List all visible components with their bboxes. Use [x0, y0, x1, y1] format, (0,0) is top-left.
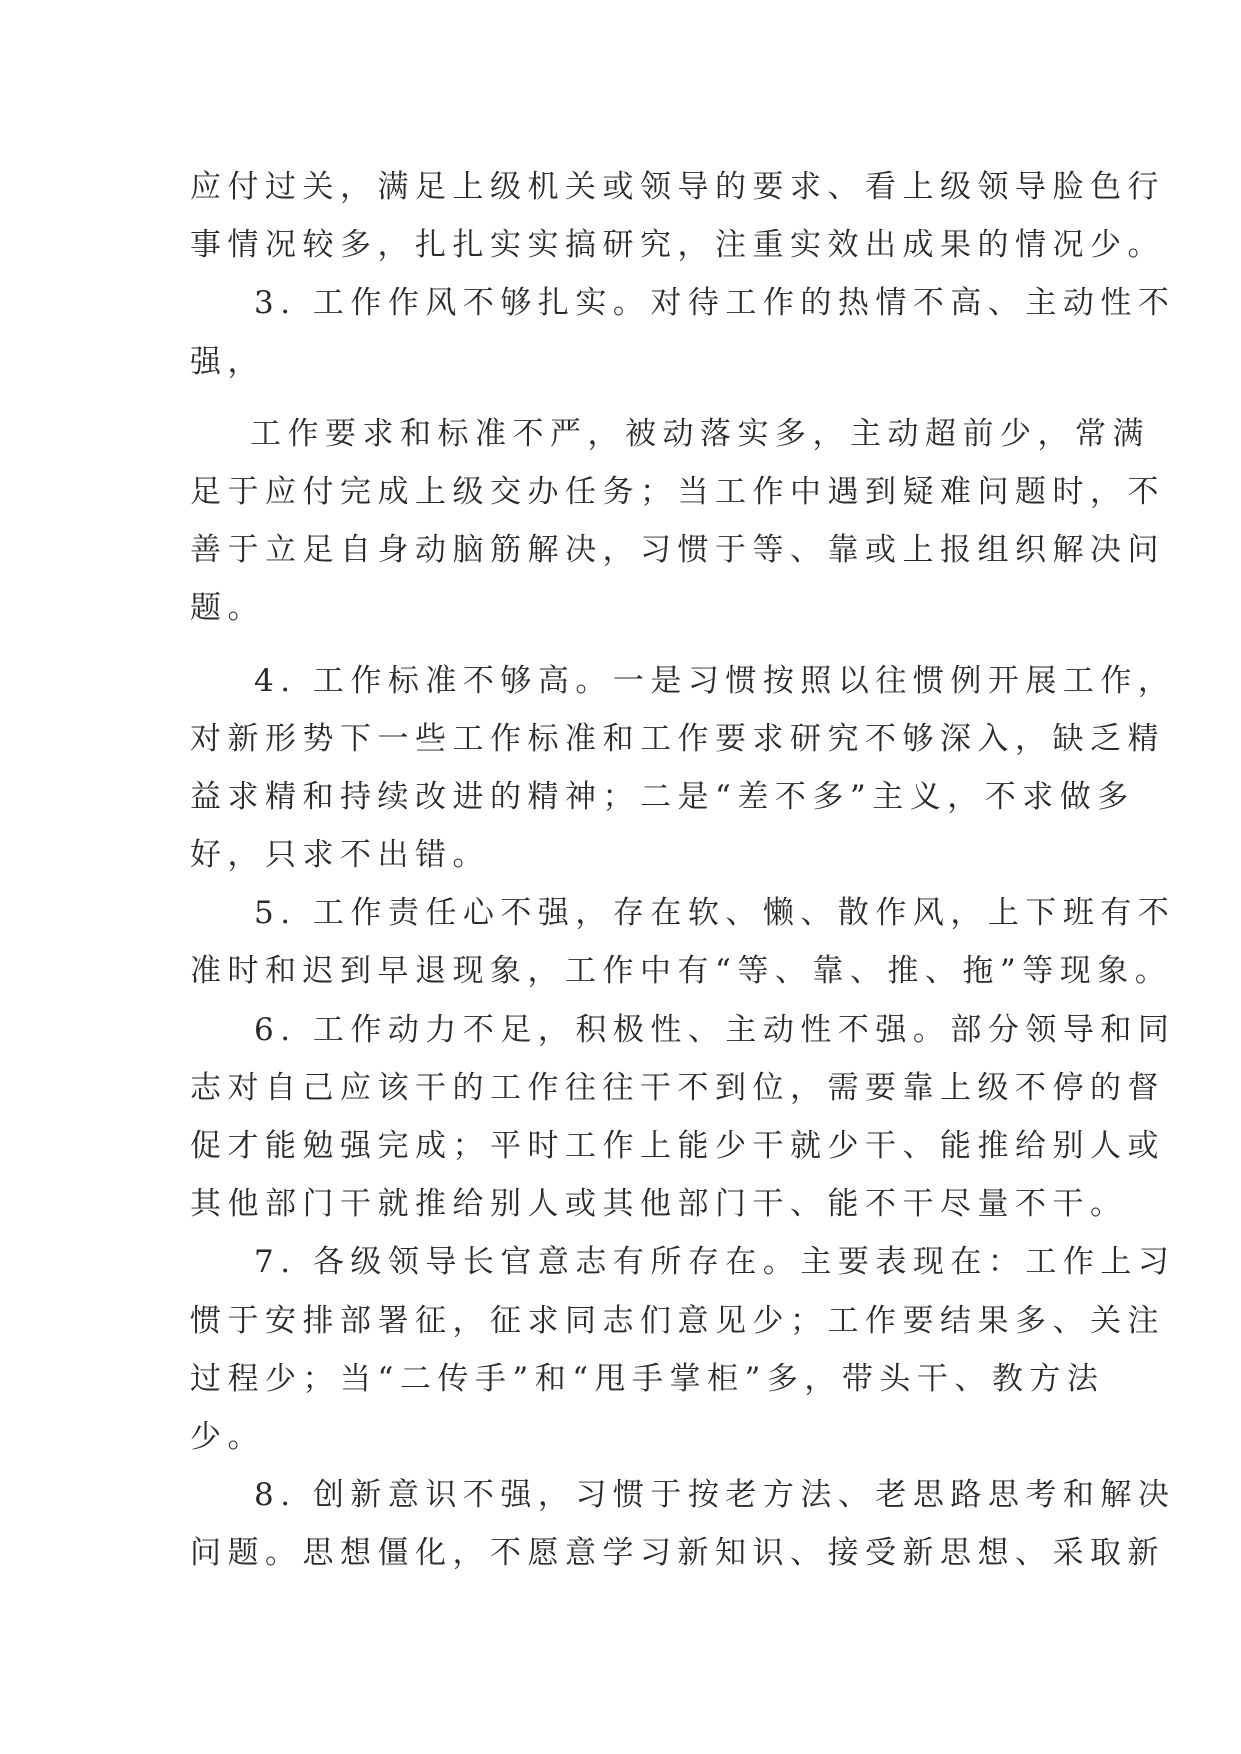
text-line: 少。	[190, 1418, 265, 1455]
text-line: 其他部门干就推给别人或其他部门干、能不干尽量不干。	[190, 1186, 1128, 1223]
text-line: 过程少；当“二传手”和“甩手掌柜”多，带头干、教方法	[190, 1360, 1105, 1397]
text-line: 志对自己应该干的工作往往干不到位，需要靠上级不停的督	[190, 1069, 1165, 1106]
text-line: 问题。思想僵化，不愿意学习新知识、接受新思想、采取新	[190, 1535, 1165, 1572]
text-line: 对新形势下一些工作标准和工作要求研究不够深入，缺乏精	[190, 720, 1165, 757]
text-line: 事情况较多，扎扎实实搞研究，注重实效出成果的情况少。	[190, 227, 1165, 264]
text-line: 8. 创新意识不强，习惯于按老方法、老思路思考和解决	[254, 1477, 1176, 1514]
text-line: 工作要求和标准不严，被动落实多，主动超前少，常满	[250, 415, 1150, 452]
text-line: 益求精和持续改进的精神；二是“差不多”主义，不求做多	[190, 778, 1135, 815]
text-line: 足于应付完成上级交办任务；当工作中遇到疑难问题时，不	[190, 473, 1165, 510]
text-line: 3. 工作作风不够扎实。对待工作的热情不高、主动性不	[254, 285, 1176, 322]
document-body	[190, 158, 1176, 1583]
text-line: 促才能勉强完成；平时工作上能少干就少干、能推给别人或	[190, 1128, 1165, 1164]
text-line: 惯于安排部署征，征求同志们意见少；工作要结果多、关注	[190, 1302, 1165, 1339]
text-line: 善于立足自身动脑筋解决，习惯于等、靠或上报组织解决问	[190, 532, 1165, 569]
text-line: 题。	[190, 590, 265, 627]
text-line: 6. 工作动力不足，积极性、主动性不强。部分领导和同	[254, 1011, 1176, 1048]
text-line: 强，	[190, 343, 265, 380]
text-line: 4. 工作标准不够高。一是习惯按照以往惯例开展工作，	[254, 662, 1176, 699]
text-line: 准时和迟到早退现象，工作中有“等、靠、推、拖”等现象。	[190, 953, 1173, 990]
text-line: 5. 工作责任心不强，存在软、懒、散作风，上下班有不	[254, 895, 1176, 932]
text-line: 应付过关，满足上级机关或领导的要求、看上级领导脸色行	[190, 169, 1165, 205]
text-line: 7. 各级领导长官意志有所存在。主要表现在：工作上习	[254, 1244, 1176, 1281]
text-line: 好，只求不出错。	[190, 837, 490, 874]
